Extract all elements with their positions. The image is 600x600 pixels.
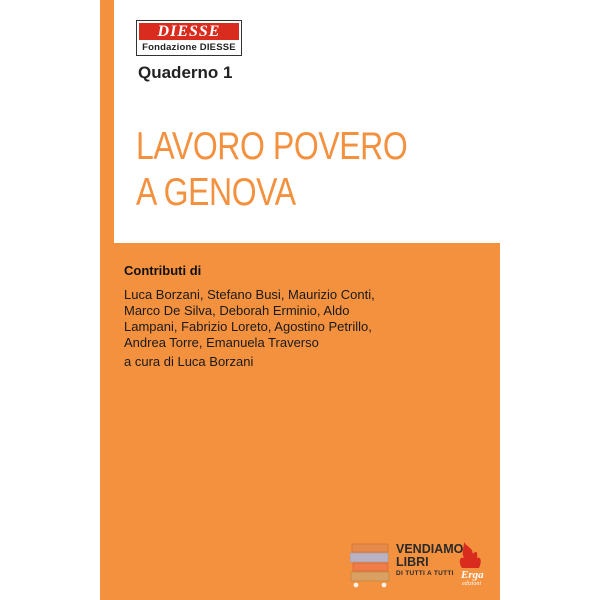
contributors-line: Andrea Torre, Emanuela Traverso	[124, 335, 319, 350]
contributors-list	[124, 287, 424, 351]
curator-line: a cura di Luca Borzani	[124, 354, 254, 369]
vendiamo-libri-logo	[396, 542, 464, 578]
book-cover	[100, 0, 500, 600]
contributors-line: Lampani, Fabrizio Loreto, Agostino Petrillo,	[124, 319, 372, 334]
diesse-logo	[136, 20, 242, 56]
logo-brand: DIESSE	[139, 23, 239, 40]
title-line: A GENOVA	[136, 171, 296, 214]
contributors-line: Marco De Silva, Deborah Erminio, Aldo	[124, 303, 350, 318]
contributors-line: Luca Borzani, Stefano Busi, Maurizio Conti,	[124, 287, 375, 302]
publisher-line2: LIBRI	[396, 555, 429, 569]
erga-imprint: Erga	[461, 569, 484, 581]
publisher-tagline: DI TUTTI A TUTTI	[396, 570, 454, 577]
contributors-heading: Contributi di	[124, 263, 202, 278]
title-line: LAVORO POVERO	[136, 125, 408, 168]
logo-subtitle: Fondazione DIESSE	[142, 42, 236, 53]
book-title	[136, 124, 415, 216]
erga-flame-logo	[452, 538, 486, 588]
series-label: Quaderno 1	[138, 63, 233, 82]
top-white-panel	[114, 0, 500, 243]
erga-imprint-sub: edizioni	[462, 581, 481, 587]
books-icon	[350, 540, 392, 588]
publisher-line1: VENDIAMO	[396, 542, 464, 556]
